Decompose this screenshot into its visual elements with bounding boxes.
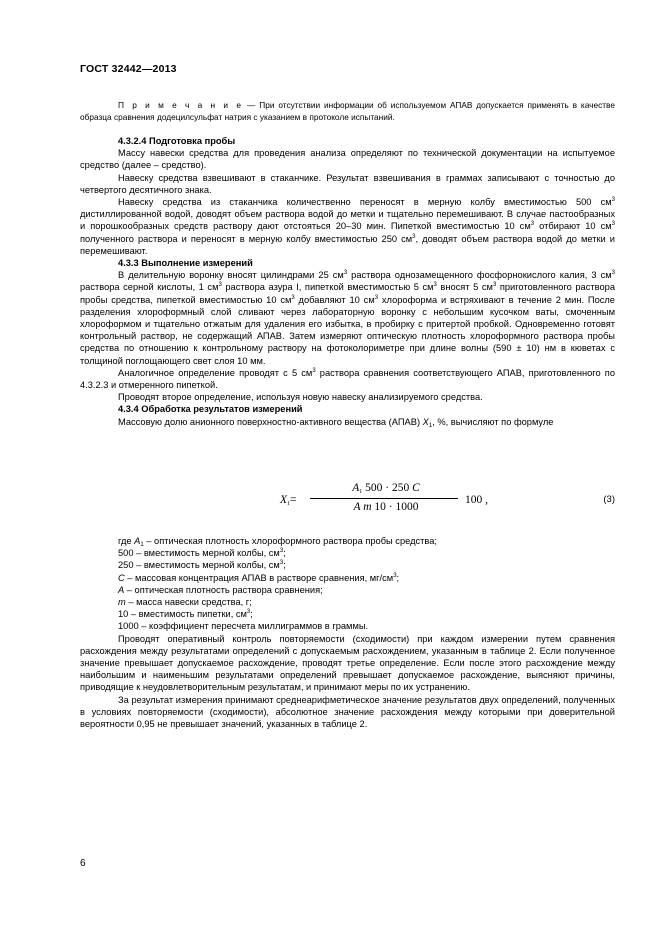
formula-tail: 100 , <box>465 494 488 506</box>
definition-item: 250 – вместимость мерной колбы, $см^3$; <box>118 560 286 571</box>
definition-item: A – оптическая плотность раствора сравнения; <box>118 584 323 595</box>
document-header: ГОСТ 32442—2013 <box>80 63 177 75</box>
formula-denominator: A m 10 · 1000 <box>353 501 419 513</box>
section-title-4324: 4.3.2.4 Подготовка пробы <box>118 136 236 146</box>
paragraph: В делительную воронку вносят цилиндрами 25 $см^3$ раствора однозамещенного фосфорнокислого калия, 3 $см^3$ раствора серной кислоты, 1 $см^3$ раствора азура I, пипеткой вместимостью 5 $см^3$ вносят 5 $см^3$ приготовленного раствора пробы средства, пипеткой вместимостью 10 $см^3$ добавляют 10 $см^3$ хлороформа и встряхивают в течение 2 мин. После разделения хлороформный слой сливают через лабораторную воронку с небольшим кусочком ваты, смоченным хлороформом и тщательно отжатым для удаления его избытка, в пробирку с притертой пробкой. Одновременно готовят контрольный раствор, не содержащий АПАВ. Затем измеряют оптическую плотность хлороформного раствора пробы средства по отношению к контрольному раствору на фотоколориметре при длине волны (590 ± 10) нм в кюветах с толщиной поглощающего свет слоя 10 мм. <box>80 270 615 366</box>
page-number: 6 <box>80 858 86 869</box>
paragraph: Навеску средства из стаканчика количественно переносят в мерную колбу вместимостью 500 $см^3$ дистиллированной водой, доводят объем раствора водой до метки и тщательно перемешивают. В случае пастообразных и порошкообразных средств раствору дают отстояться 20–30 мин. Пипеткой вместимостью 10 $см^3$ отбирают 10 $см^3$ полученного раствора и переносят в мерную колбу вместимостью 250 $см^3$, доводят объем раствора водой до метки и перемешивают. <box>80 197 615 256</box>
note-text: — При отсутствии информации об используемом АПАВ допускается применять в качестве образца сравнения додецилсульфат натрия с указанием в протоколе испытаний. <box>80 100 615 122</box>
formula-lhs: $X_1=$ <box>280 494 297 507</box>
formula-number: (3) <box>603 494 615 505</box>
paragraph: Массу навески средства для проведения анализа определяют по технической документации на испытуемое средство (далее – средство). <box>80 148 615 171</box>
paragraph: Проводят второе определение, используя новую навеску анализируемого средства. <box>118 392 483 403</box>
definition-item: 10 – вместимость пипетки, $см^3$; <box>118 609 253 620</box>
note-label: П р и м е ч а н и е <box>118 100 244 110</box>
paragraph: Аналогичное определение проводят с 5 $см^3$ раствора сравнения соответствующего АПАВ, приготовленного по 4.3.2.3 и отмеренного пипеткой. <box>80 367 616 391</box>
paragraph: Проводят оперативный контроль повторяемости (сходимости) при каждом измерении путем сравнения расхождения между результатами определений с допускаемым расхождением, указанным в таблице 2. Если полученное значение превышает допускаемое расхождение, проводят третье определение. Если после этого расхождение между наибольшим и наименьшим результатами определений превышает допускаемое расхождение, выясняют причины, приводящие к неудовлетворительным результатам, и принимают меры по их устранению. <box>80 633 615 693</box>
definition-item: 1000 – коэффициент пересчета миллиграммов в граммы. <box>118 621 369 632</box>
formula-3 <box>80 480 615 522</box>
definition-item: 500 – вместимость мерной колбы, $см^3$; <box>118 548 286 559</box>
section-title-434: 4.3.4 Обработка результатов измерений <box>118 404 303 415</box>
fraction-bar <box>310 498 458 499</box>
where-list <box>80 535 615 730</box>
paragraph: Навеску средства взвешивают в стаканчике. Результат взвешивания в граммах записывают с точностью до четвертого десятичного знака. <box>80 172 615 195</box>
definition-item: где $A_1$ – оптическая плотность хлороформного раствора пробы средства; <box>118 536 438 548</box>
paragraph: За результат измерения принимают среднеарифметическое значение результатов двух определений, полученных в условиях повторяемости (сходимости), абсолютное значение расхождения между которыми при доверительной вероятности 0,95 не превышает значений, указанных в таблице 2. <box>80 694 615 730</box>
paragraph: Массовую долю анионного поверхностно-активного вещества (АПАВ) $X_1$, %, вычисляют по формуле <box>118 416 554 429</box>
section-title-433: 4.3.3 Выполнение измерений <box>118 258 253 269</box>
section-4324 <box>80 135 615 428</box>
note-block <box>80 100 615 123</box>
definition-item: m – масса навески средства, г; <box>118 597 252 608</box>
formula-numerator: $A_1$ 500 · 250 C <box>352 482 420 495</box>
definition-item: C – массовая концентрация АПАВ в растворе сравнения, $мг/см^3$; <box>118 572 400 583</box>
